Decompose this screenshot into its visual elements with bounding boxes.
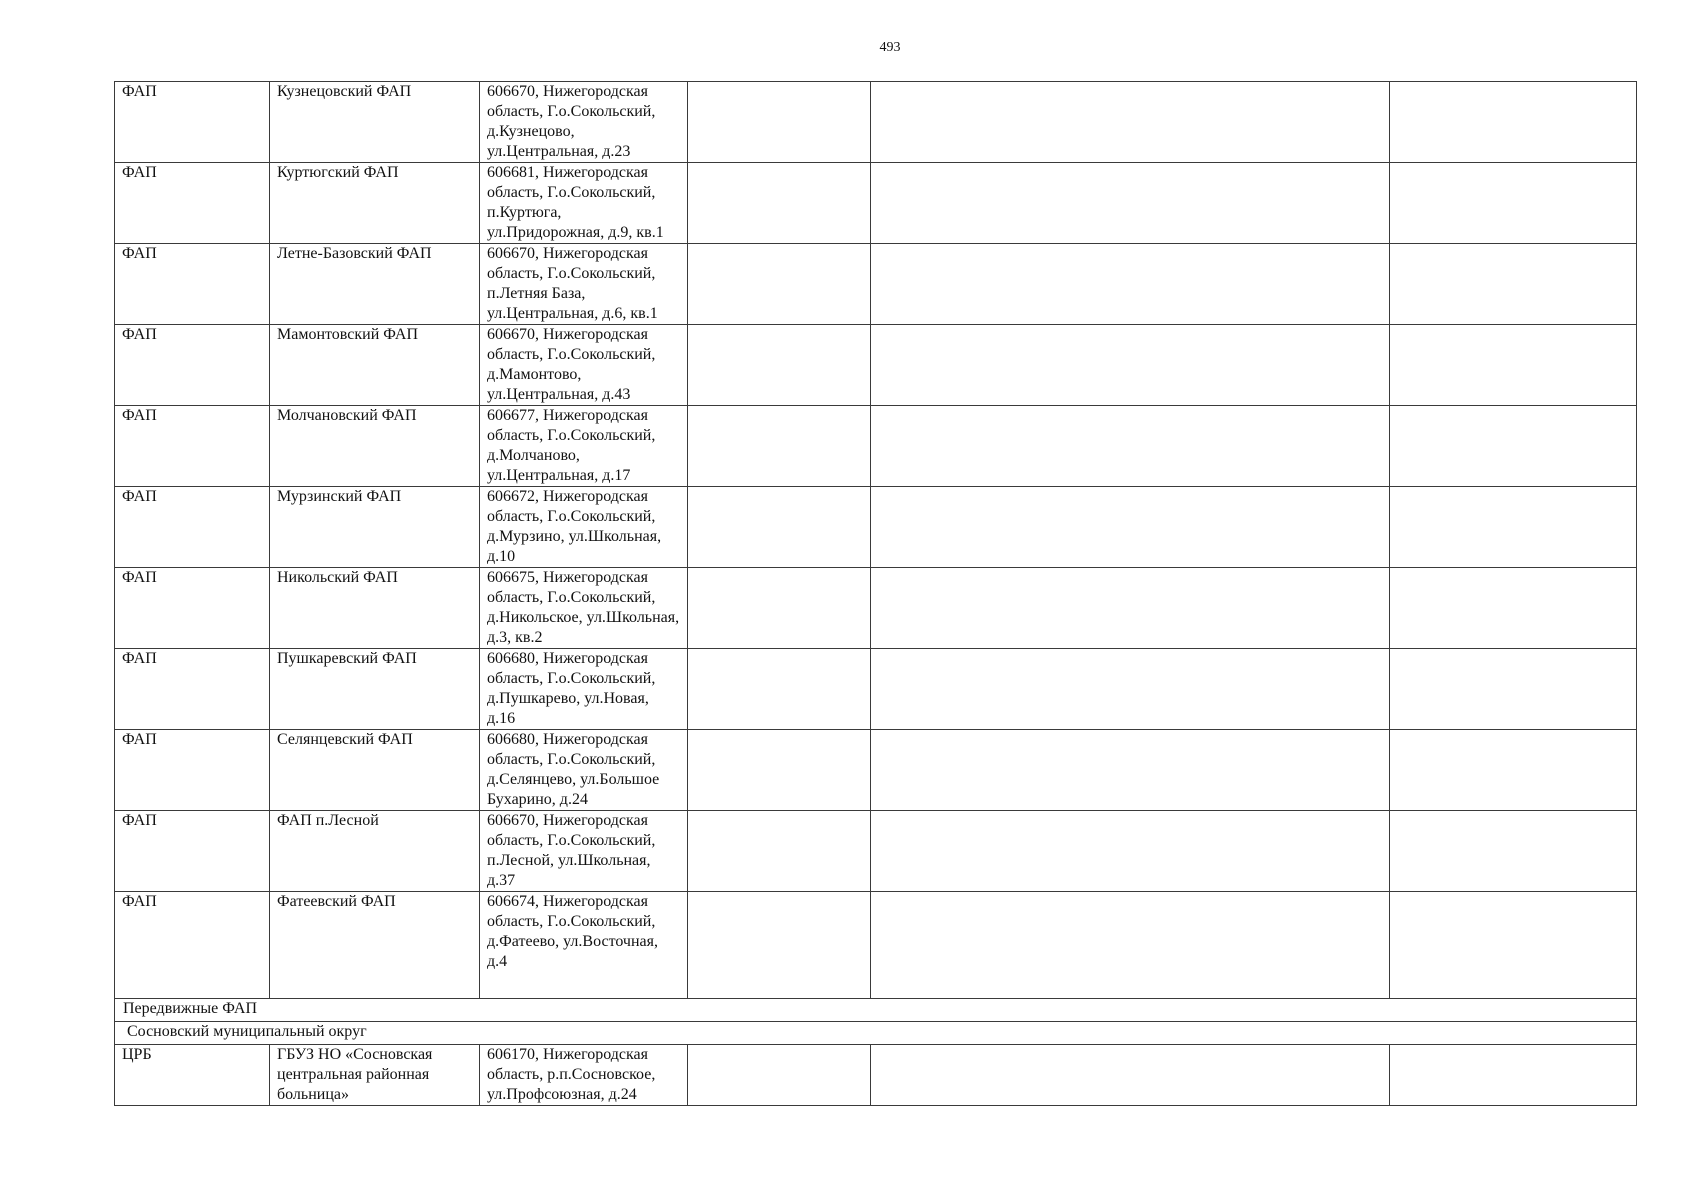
empty-cell xyxy=(688,730,871,811)
empty-cell xyxy=(871,568,1390,649)
facility-name-cell: ГБУЗ НО «Сосновская центральная районная больница» xyxy=(270,1045,480,1106)
empty-cell xyxy=(871,244,1390,325)
empty-cell xyxy=(871,487,1390,568)
facility-type-cell: ФАП xyxy=(115,487,270,568)
table-row xyxy=(115,730,1637,811)
facility-name-cell: Фатеевский ФАП xyxy=(270,892,480,999)
table-row xyxy=(115,811,1637,892)
empty-cell xyxy=(1390,325,1637,406)
facility-address-cell: 606670, Нижегородская область, Г.о.Сокольский, д.Мамонтово, ул.Центральная, д.43 xyxy=(480,325,688,406)
empty-cell xyxy=(688,406,871,487)
table-row xyxy=(115,406,1637,487)
empty-cell xyxy=(688,244,871,325)
facility-type-cell: ФАП xyxy=(115,325,270,406)
facility-address-cell: 606670, Нижегородская область, Г.о.Сокольский, д.Кузнецово, ул.Центральная, д.23 xyxy=(480,82,688,163)
facility-name-cell: Пушкаревский ФАП xyxy=(270,649,480,730)
empty-cell xyxy=(688,568,871,649)
facility-type-cell: ФАП xyxy=(115,892,270,999)
empty-cell xyxy=(871,811,1390,892)
facility-type-cell: ФАП xyxy=(115,82,270,163)
facility-name-cell: Молчановский ФАП xyxy=(270,406,480,487)
facility-address-cell: 606170, Нижегородская область, р.п.Сосновское, ул.Профсоюзная, д.24 xyxy=(480,1045,688,1106)
empty-cell xyxy=(688,163,871,244)
table-row xyxy=(115,325,1637,406)
facility-type-cell: ЦРБ xyxy=(115,1045,270,1106)
facility-name-cell: Селянцевский ФАП xyxy=(270,730,480,811)
empty-cell xyxy=(871,892,1390,999)
empty-cell xyxy=(1390,730,1637,811)
empty-cell xyxy=(1390,892,1637,999)
empty-cell xyxy=(688,82,871,163)
empty-cell xyxy=(688,892,871,999)
facility-address-cell: 606674, Нижегородская область, Г.о.Сокольский, д.Фатеево, ул.Восточная, д.4 xyxy=(480,892,688,999)
empty-cell xyxy=(688,811,871,892)
table-row xyxy=(115,568,1637,649)
empty-cell xyxy=(871,1045,1390,1106)
empty-cell xyxy=(1390,487,1637,568)
empty-cell xyxy=(688,325,871,406)
facility-name-cell: ФАП п.Лесной xyxy=(270,811,480,892)
empty-cell xyxy=(871,163,1390,244)
empty-cell xyxy=(1390,82,1637,163)
facility-address-cell: 606681, Нижегородская область, Г.о.Сокольский, п.Куртюга, ул.Придорожная, д.9, кв.1 xyxy=(480,163,688,244)
table-row xyxy=(115,82,1637,163)
facility-address-cell: 606680, Нижегородская область, Г.о.Сокольский, д.Селянцево, ул.Большое Бухарино, д.24 xyxy=(480,730,688,811)
facility-type-cell: ФАП xyxy=(115,163,270,244)
empty-cell xyxy=(688,487,871,568)
empty-cell xyxy=(688,649,871,730)
facility-table xyxy=(114,81,1637,1106)
section-row-mobile-fap xyxy=(115,999,1637,1022)
table-row xyxy=(115,1045,1637,1106)
facility-address-cell: 606672, Нижегородская область, Г.о.Сокольский, д.Мурзино, ул.Школьная, д.10 xyxy=(480,487,688,568)
empty-cell xyxy=(1390,406,1637,487)
empty-cell xyxy=(871,325,1390,406)
facility-address-cell: 606675, Нижегородская область, Г.о.Сокольский, д.Никольское, ул.Школьная, д.3, кв.2 xyxy=(480,568,688,649)
empty-cell xyxy=(1390,244,1637,325)
facility-type-cell: ФАП xyxy=(115,649,270,730)
facility-address-cell: 606670, Нижегородская область, Г.о.Сокольский, п.Лесной, ул.Школьная, д.37 xyxy=(480,811,688,892)
empty-cell xyxy=(688,1045,871,1106)
mobile-fap-label: Передвижные ФАП xyxy=(115,999,1637,1022)
table-row xyxy=(115,244,1637,325)
facility-name-cell: Кузнецовский ФАП xyxy=(270,82,480,163)
facility-type-cell: ФАП xyxy=(115,730,270,811)
facility-type-cell: ФАП xyxy=(115,406,270,487)
empty-cell xyxy=(1390,1045,1637,1106)
table-row xyxy=(115,163,1637,244)
empty-cell xyxy=(871,649,1390,730)
facility-type-cell: ФАП xyxy=(115,244,270,325)
facility-type-cell: ФАП xyxy=(115,568,270,649)
facility-address-cell: 606677, Нижегородская область, Г.о.Сокольский, д.Молчаново, ул.Центральная, д.17 xyxy=(480,406,688,487)
facility-name-cell: Куртюгский ФАП xyxy=(270,163,480,244)
page-number: 493 xyxy=(879,40,901,55)
facility-name-cell: Мамонтовский ФАП xyxy=(270,325,480,406)
empty-cell xyxy=(871,730,1390,811)
empty-cell xyxy=(871,82,1390,163)
facility-address-cell: 606680, Нижегородская область, Г.о.Сокольский, д.Пушкарево, ул.Новая, д.16 xyxy=(480,649,688,730)
facility-name-cell: Мурзинский ФАП xyxy=(270,487,480,568)
empty-cell xyxy=(1390,568,1637,649)
table-row xyxy=(115,487,1637,568)
district-label: Сосновский муниципальный округ xyxy=(115,1022,1637,1045)
empty-cell xyxy=(871,406,1390,487)
facility-type-cell: ФАП xyxy=(115,811,270,892)
facility-name-cell: Летне-Базовский ФАП xyxy=(270,244,480,325)
empty-cell xyxy=(1390,811,1637,892)
table-row xyxy=(115,892,1637,999)
facility-name-cell: Никольский ФАП xyxy=(270,568,480,649)
empty-cell xyxy=(1390,163,1637,244)
table-row xyxy=(115,649,1637,730)
section-row-district xyxy=(115,1022,1637,1045)
empty-cell xyxy=(1390,649,1637,730)
facility-address-cell: 606670, Нижегородская область, Г.о.Сокольский, п.Летняя База, ул.Центральная, д.6, кв.1 xyxy=(480,244,688,325)
